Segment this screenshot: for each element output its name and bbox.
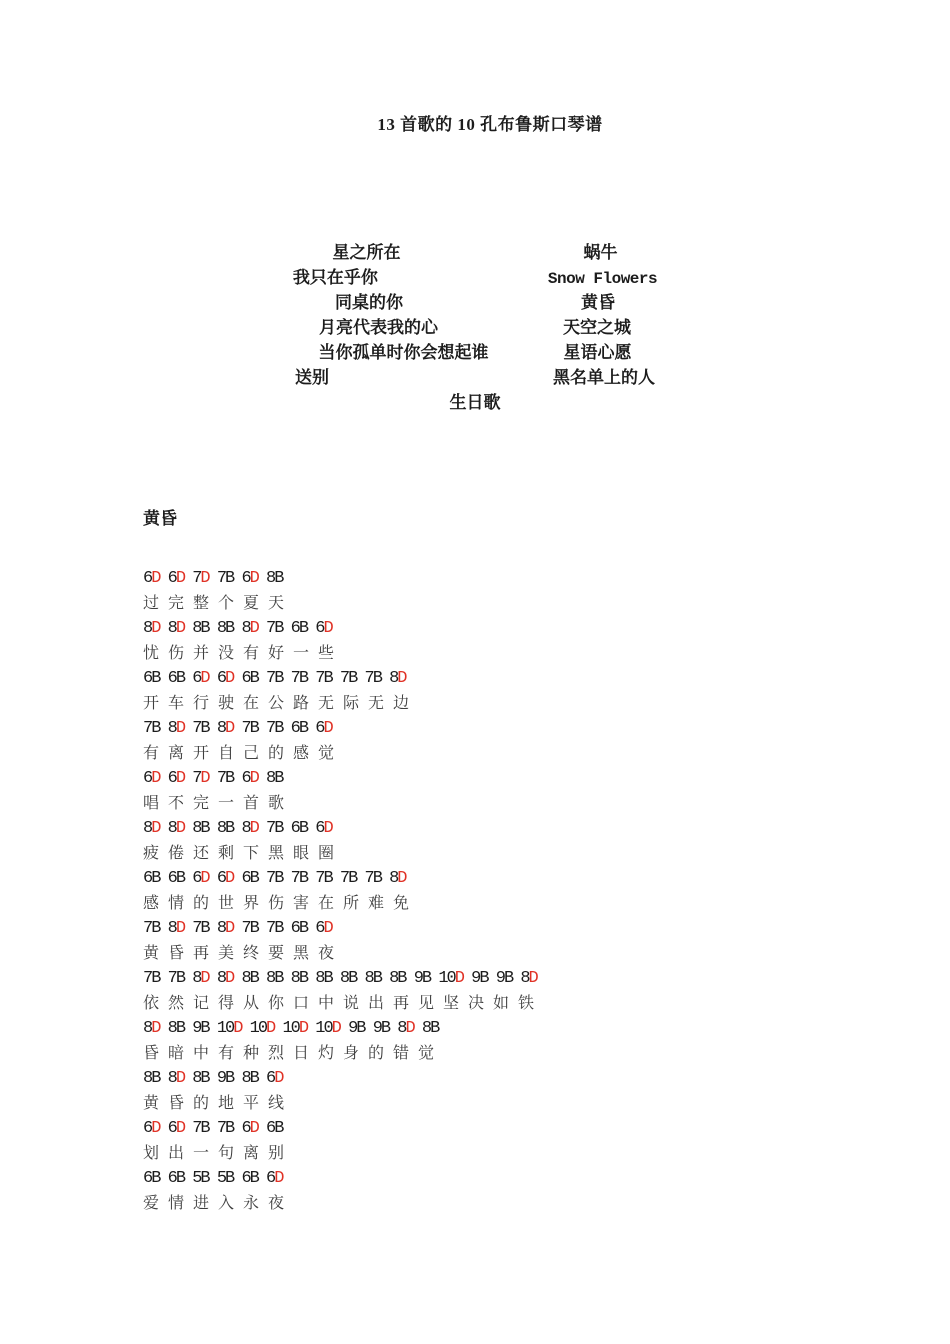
tab-note-line: 7B 8D 7B 8D 7B 7B 6B 6D: [143, 719, 332, 738]
column-spacer: [489, 357, 564, 358]
tab-note-line: 6B 6B 6D 6D 6B 7B 7B 7B 7B 7B 8D: [143, 869, 406, 888]
tab-lyric-line: 有 离 开 自 己 的 感 觉: [143, 745, 335, 762]
column-spacer: [403, 307, 581, 308]
song-index-row: [0, 315, 950, 340]
tab-lyric-line: 感 情 的 世 界 伤 害 在 所 难 免: [143, 895, 410, 912]
song-title-left: 送别: [295, 368, 329, 387]
tab-lyric-line: 开 车 行 驶 在 公 路 无 际 无 边: [143, 695, 410, 712]
tab-lyric-line: 昏 暗 中 有 种 烈 日 灼 身 的 错 觉: [143, 1045, 435, 1062]
section-heading: 黄昏: [143, 509, 177, 528]
song-title-center: 生日歌: [449, 393, 501, 412]
column-spacer: [329, 382, 553, 383]
song-title-right: 黑名单上的人: [553, 368, 655, 387]
tab-note-line: 6D 6D 7B 7B 6D 6B: [143, 1119, 283, 1138]
song-title-right: 天空之城: [563, 318, 631, 337]
tab-note-line: 7B 8D 7B 8D 7B 7B 6B 6D: [143, 919, 332, 938]
tab-lyric-line: 黄 昏 的 地 平 线: [143, 1095, 285, 1112]
song-title-left: 月亮代表我的心: [319, 318, 438, 337]
song-title-left: 同桌的你: [335, 293, 403, 312]
tab-lyric-line: 爱 情 进 入 永 夜: [143, 1195, 285, 1212]
tab-note-line: 8D 8D 8B 8B 8D 7B 6B 6D: [143, 619, 332, 638]
tab-lyric-line: 黄 昏 再 美 终 要 黑 夜: [143, 945, 335, 962]
song-index-row: [0, 290, 950, 315]
tab-note-line: 8D 8B 9B 10D 10D 10D 10D 9B 9B 8D 8B: [143, 1019, 439, 1038]
tab-note-line: 6B 6B 6D 6D 6B 7B 7B 7B 7B 7B 8D: [143, 669, 406, 688]
column-spacer: [378, 282, 548, 283]
song-title-right: 蜗牛: [583, 243, 618, 262]
song-index-row: [0, 240, 950, 265]
tab-note-line: 8B 8D 8B 9B 8B 6D: [143, 1069, 283, 1088]
tab-note-line: 8D 8D 8B 8B 8D 7B 6B 6D: [143, 819, 332, 838]
song-index-row: [0, 265, 950, 290]
tab-lyric-line: 唱 不 完 一 首 歌: [143, 795, 285, 812]
tab-lyric-line: 忧 伤 并 没 有 好 一 些: [143, 645, 335, 662]
tab-lyric-line: 依 然 记 得 从 你 口 中 说 出 再 见 坚 决 如 铁: [143, 995, 535, 1012]
song-title-right: Snow Flowers: [547, 270, 658, 288]
song-index-row: [0, 340, 950, 365]
tab-lyric-line: 过 完 整 个 夏 天: [143, 595, 285, 612]
tab-note-line: 6D 6D 7D 7B 6D 8B: [143, 569, 283, 588]
song-index: [0, 240, 950, 415]
tab-lyric-line: 疲 倦 还 剩 下 黑 眼 圈: [143, 845, 335, 862]
song-title-left: 当你孤单时你会想起谁: [318, 343, 489, 362]
tab-note-line: 6D 6D 7D 7B 6D 8B: [143, 769, 283, 788]
harmonica-tab: [143, 566, 537, 1216]
column-spacer: [401, 257, 584, 258]
song-index-row: [0, 390, 950, 415]
song-title-right: 黄昏: [581, 293, 615, 312]
song-title-right: 星语心愿: [563, 343, 632, 362]
tab-lyric-line: 划 出 一 句 离 别: [143, 1145, 285, 1162]
tab-note-line: 6B 6B 5B 5B 6B 6D: [143, 1169, 283, 1188]
tab-note-line: 7B 7B 8D 8D 8B 8B 8B 8B 8B 8B 8B 9B 10D 9B 9B 8D: [143, 969, 537, 988]
song-index-row: [0, 365, 950, 390]
column-spacer: [438, 332, 563, 333]
page-title: 13 首歌的 10 孔布鲁斯口琴谱: [377, 115, 603, 134]
song-title-left: 星之所在: [332, 243, 401, 262]
song-title-left: 我只在乎你: [292, 268, 378, 287]
